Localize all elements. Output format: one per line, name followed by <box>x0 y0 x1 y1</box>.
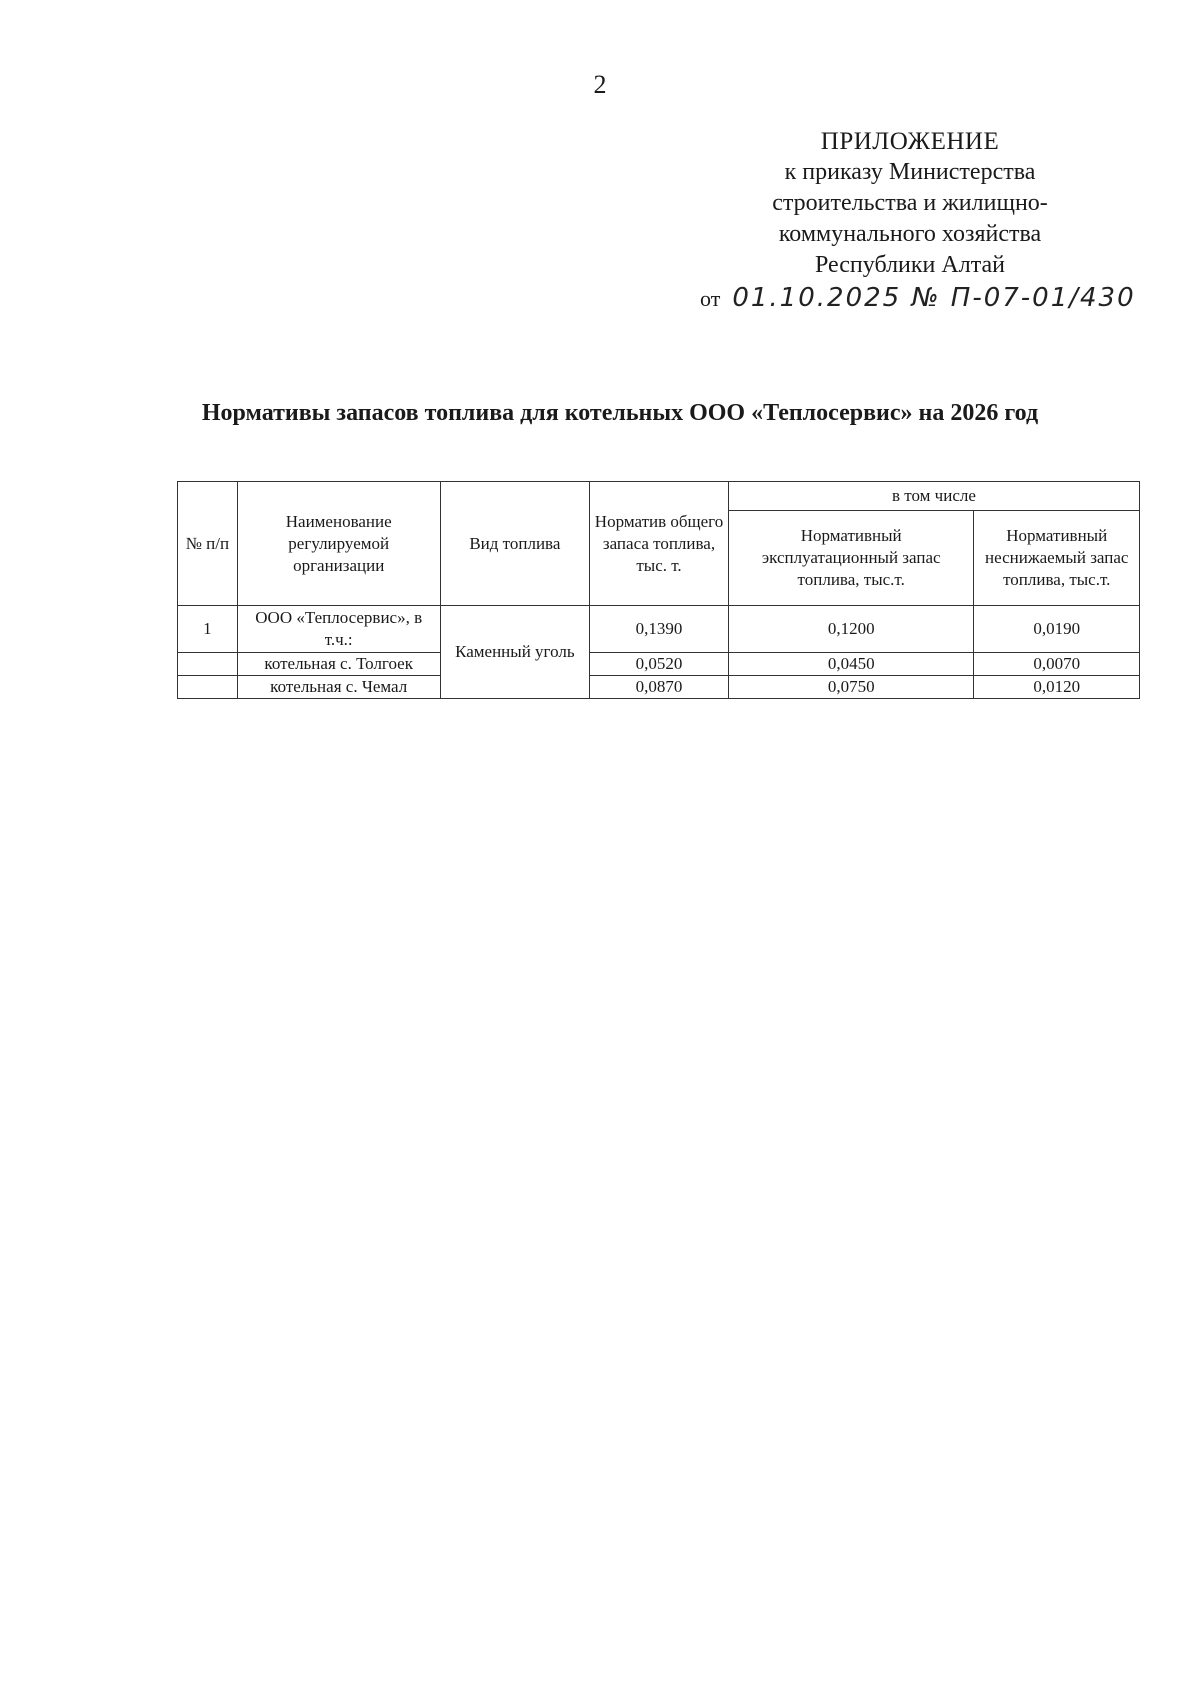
appendix-line: к приказу Министерства <box>784 159 1036 185</box>
appendix-block <box>700 126 1136 315</box>
cell-fuel-type: Каменный уголь <box>440 606 589 699</box>
cell-operational: 0,0450 <box>728 653 974 676</box>
page-number: 2 <box>593 70 607 99</box>
header-org: Наименование регулируемой организации <box>237 482 440 606</box>
cell-num: 1 <box>178 606 238 653</box>
cell-minimum: 0,0190 <box>974 606 1140 653</box>
order-date-line <box>700 283 1136 315</box>
cell-total: 0,0520 <box>590 653 729 676</box>
header-num: № п/п <box>178 482 238 606</box>
cell-org: ООО «Теплосервис», в т.ч.: <box>237 606 440 653</box>
cell-total: 0,1390 <box>590 606 729 653</box>
appendix-line: строительства и жилищно- <box>772 190 1048 216</box>
cell-minimum: 0,0070 <box>974 653 1140 676</box>
appendix-line: Республики Алтай <box>815 252 1005 278</box>
cell-num <box>178 676 238 699</box>
table-header-row <box>178 482 1140 511</box>
header-minimum: Нормативный неснижаемый запас топлива, тыс.т. <box>974 511 1140 606</box>
cell-total: 0,0870 <box>590 676 729 699</box>
cell-operational: 0,0750 <box>728 676 974 699</box>
table-row <box>178 653 1140 676</box>
header-fuel: Вид топлива <box>440 482 589 606</box>
table-row <box>178 676 1140 699</box>
cell-num <box>178 653 238 676</box>
document-title: Нормативы запасов топлива для котельных ООО «Теплосервис» на 2026 год <box>201 400 1039 426</box>
appendix-title: ПРИЛОЖЕНИЕ <box>820 128 1000 155</box>
cell-minimum: 0,0120 <box>974 676 1140 699</box>
appendix-line: коммунального хозяйства <box>778 221 1042 247</box>
header-including: в том числе <box>728 482 1139 511</box>
header-operational: Нормативный эксплуатационный запас топлива, тыс.т. <box>728 511 974 606</box>
cell-operational: 0,1200 <box>728 606 974 653</box>
table-row <box>178 606 1140 653</box>
date-prefix: от <box>700 286 721 311</box>
fuel-norms-table <box>177 481 1140 699</box>
cell-org: котельная с. Чемал <box>237 676 440 699</box>
cell-org: котельная с. Толгоек <box>237 653 440 676</box>
header-total: Норматив общего запаса топлива, тыс. т. <box>590 482 729 606</box>
handwritten-date-number: 01.10.2025 № П-07-01/430 <box>732 283 1136 313</box>
